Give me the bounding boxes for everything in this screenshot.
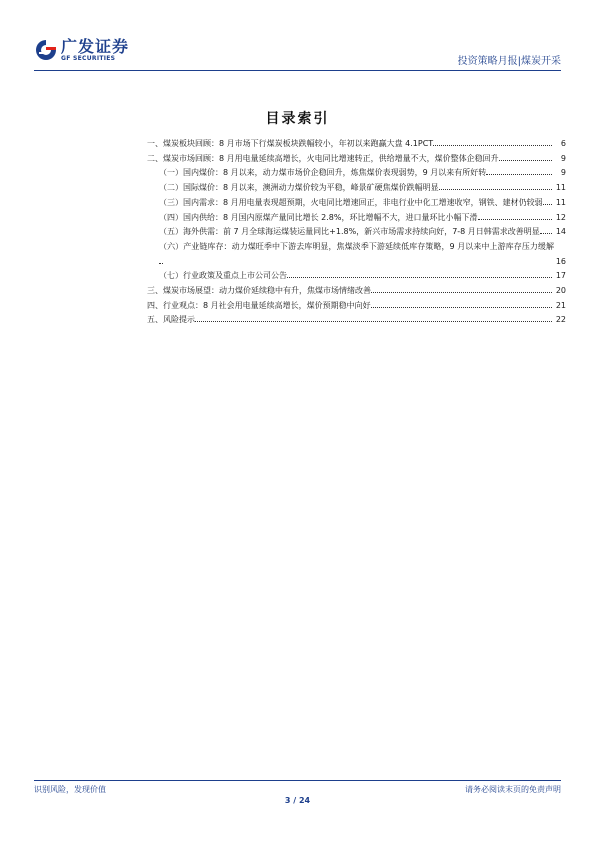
toc-leader-dots [540, 227, 552, 234]
toc-entry-page: 12 [555, 212, 566, 222]
company-logo [34, 38, 129, 62]
toc-leader-dots [486, 168, 552, 175]
logo-english-name: GF SECURITIES [61, 55, 116, 62]
toc-entry-page: 17 [555, 271, 566, 281]
logo-chinese-name: 广发证券 [61, 37, 130, 56]
page-header [34, 38, 561, 70]
toc-entry-text: （三）国内需求：8 月用电量表现超预期，火电同比增速回正，非电行业中化工增速收窄，钢铁、建材仍较弱 [159, 197, 543, 207]
toc-entry-page: 16 [555, 256, 566, 266]
toc-entry-text: 三、煤炭市场展望：动力煤价延续稳中有升，焦煤市场情绪改善 [147, 286, 371, 296]
page-number: 3 / 24 [284, 796, 311, 805]
toc-leader-dots [287, 271, 552, 278]
toc-entry[interactable] [147, 225, 566, 240]
table-of-contents [147, 137, 566, 328]
toc-leader-dots [195, 315, 552, 322]
footer-slogan: 识别风险，发现价值 [34, 785, 106, 794]
toc-entry-page: 11 [555, 197, 566, 207]
toc-entry-text: 五、风险提示 [147, 315, 195, 325]
toc-entry-text: （二）国际煤价：8 月以来，澳洲动力煤价较为平稳，峰景矿硬焦煤价跌幅明显 [159, 183, 439, 193]
toc-leader-dots [499, 154, 552, 161]
header-divider [34, 70, 561, 71]
report-type-label: 投资策略月报|煤炭开采 [457, 56, 561, 67]
toc-leader-dots [439, 183, 552, 190]
toc-entry-page: 11 [555, 183, 566, 193]
toc-entry-page: 9 [560, 153, 566, 163]
toc-entry-page: 9 [560, 168, 566, 178]
toc-entry-page: 21 [555, 300, 566, 310]
toc-leader-dots [159, 257, 163, 264]
toc-entry-text: 一、煤炭板块回顾：8 月市场下行煤炭板块跌幅较小，年初以来跑赢大盘 4.1PCT [147, 139, 434, 148]
toc-entry[interactable] [147, 181, 566, 196]
toc-title: 目录索引 [265, 111, 330, 127]
toc-leader-dots [371, 286, 552, 293]
toc-leader-dots [371, 301, 552, 308]
toc-entry[interactable] [147, 313, 566, 328]
toc-entry[interactable] [147, 152, 566, 167]
toc-entry-text: （七）行业政策及重点上市公司公告 [159, 271, 287, 281]
toc-entry[interactable] [147, 211, 566, 226]
toc-leader-dots [433, 139, 552, 146]
toc-entry[interactable] [147, 196, 566, 211]
footer-disclaimer-note: 请务必阅读末页的免责声明 [465, 785, 561, 794]
toc-entry-text: （一）国内煤价：8 月以来，动力煤市场价企稳回升，炼焦煤价表现弱势，9 月以来有所好转 [159, 168, 487, 178]
toc-entry[interactable] [147, 299, 566, 314]
toc-entry-page: 14 [555, 227, 566, 237]
toc-entry-page: 6 [560, 139, 566, 148]
toc-entry[interactable] [147, 166, 566, 181]
toc-entry[interactable] [147, 137, 566, 152]
toc-entry-text: 二、煤炭市场回顾：8 月用电量延续高增长，火电同比增速转正，供给增量不大，煤价整体企稳回升 [147, 153, 499, 163]
toc-leader-dots [543, 198, 552, 205]
toc-entry-page: 20 [555, 286, 566, 296]
toc-entry-page: 22 [555, 315, 566, 325]
gf-logo-icon [34, 38, 58, 62]
toc-leader-dots [478, 213, 553, 220]
toc-entry-text: 四、行业观点：8 月社会用电量延续高增长，煤价预期稳中向好 [147, 300, 371, 310]
footer-divider [34, 780, 561, 781]
toc-entry[interactable] [147, 284, 566, 299]
toc-entry-text: （四）国内供给：8 月国内原煤产量同比增长 2.8%，环比增幅不大，进口量环比小幅下滑 [159, 212, 478, 222]
toc-entry[interactable] [147, 269, 566, 284]
toc-entry-text: （五）海外供需：前 7 月全球海运煤装运量同比+1.8%，新兴市场需求持续向好，7-8 月日韩需求改善明显 [159, 227, 540, 237]
toc-entry-text: （六）产业链库存：动力煤旺季中下游去库明显，焦煤淡季下游延续低库存策略，9 月以来中上游库存压力缓解 [159, 241, 554, 251]
toc-entry[interactable] [147, 240, 566, 269]
